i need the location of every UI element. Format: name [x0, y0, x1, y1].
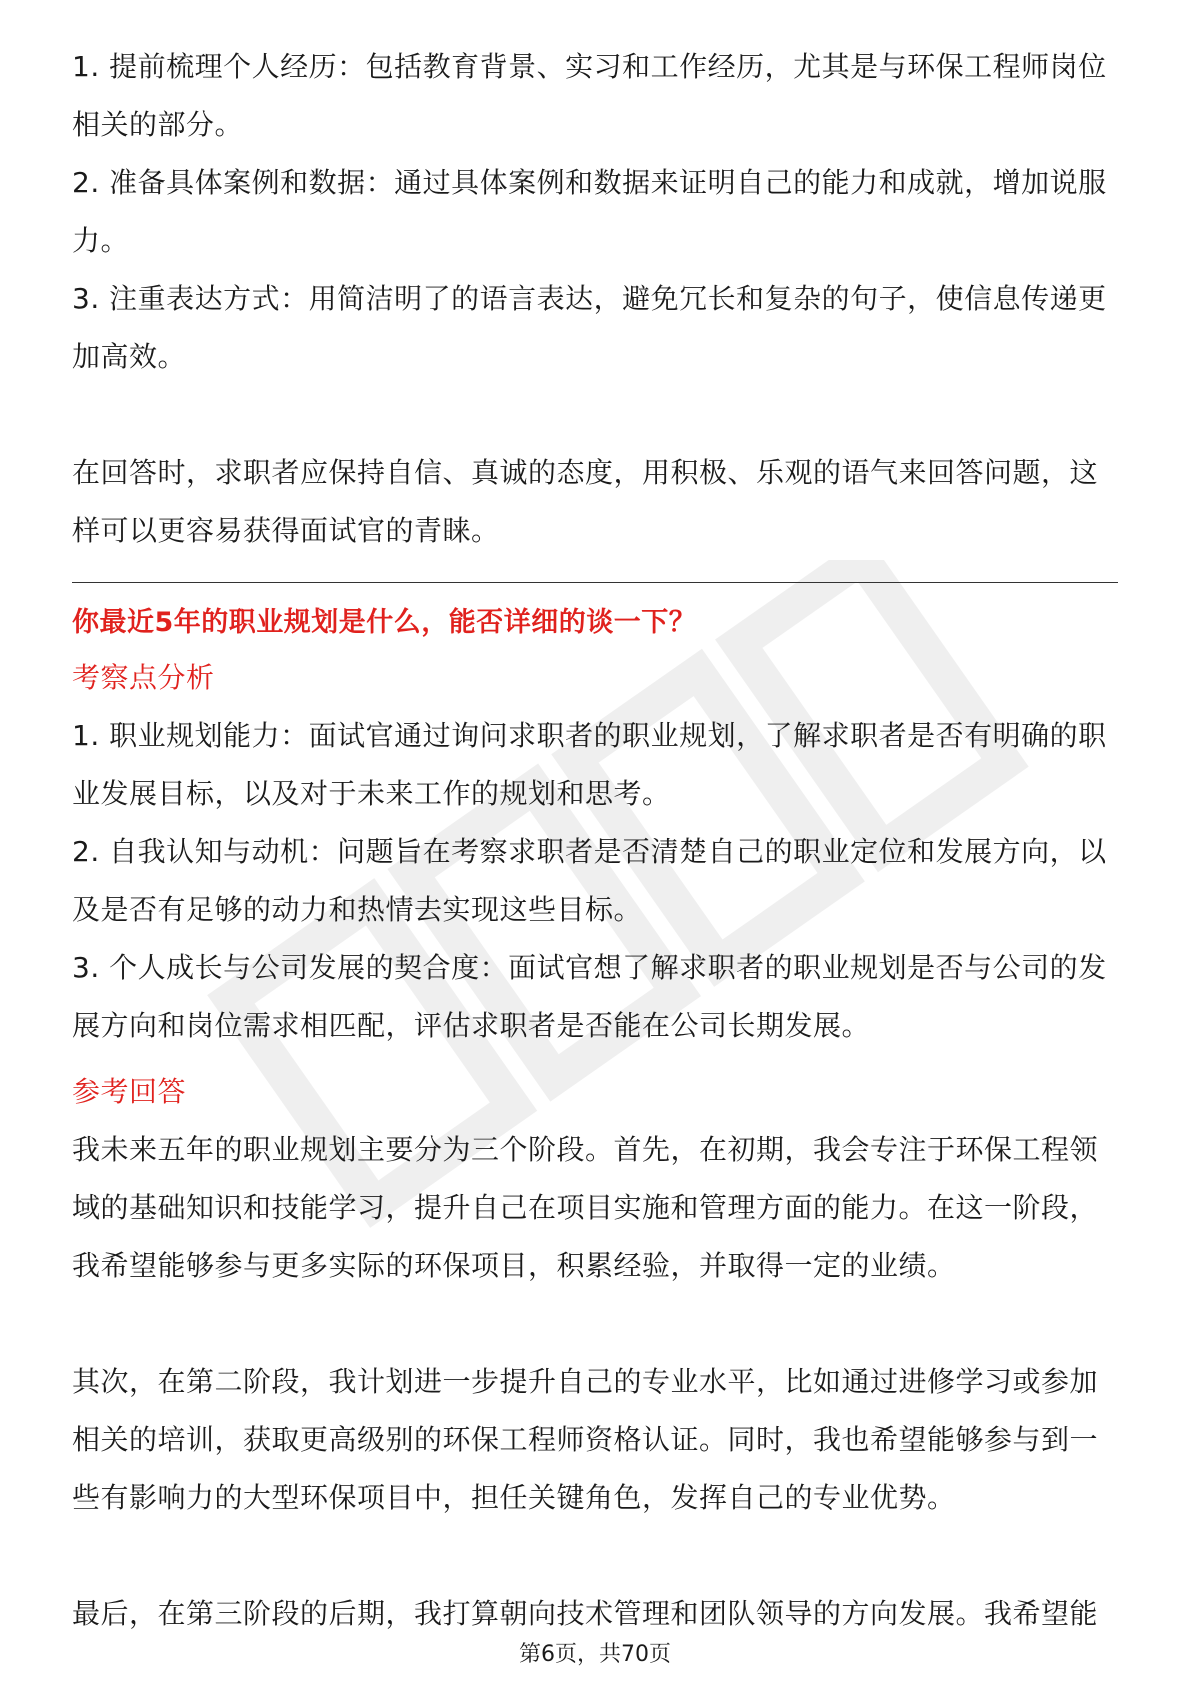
answer-title: 参考回答 [72, 1075, 187, 1108]
analysis-item: 1. 职业规划能力：面试官通过询问求职者的职业规划，了解求职者是否有明确的职业发展目标，以及对于未来工作的规划和思考。 [72, 719, 1107, 810]
section-divider [72, 582, 1118, 583]
answer-paragraph: 最后，在第三阶段的后期，我打算朝向技术管理和团队领导的方向发展。我希望能 [72, 1597, 1099, 1630]
analysis-title: 考察点分析 [72, 661, 215, 694]
question-heading: 你最近5年的职业规划是什么，能否详细的谈一下？ [72, 607, 697, 638]
document-page [72, 38, 1118, 1643]
analysis-item: 3. 个人成长与公司发展的契合度：面试官想了解求职者的职业规划是否与公司的发展方向和岗位需求相匹配，评估求职者是否能在公司长期发展。 [72, 951, 1107, 1042]
list-item: 1. 提前梳理个人经历：包括教育背景、实习和工作经历，尤其是与环保工程师岗位相关的部分。 [72, 50, 1107, 141]
summary-paragraph: 在回答时，求职者应保持自信、真诚的态度，用积极、乐观的语气来回答问题，这样可以更容易获得面试官的青睐。 [72, 456, 1099, 547]
answer-paragraph: 我未来五年的职业规划主要分为三个阶段。首先，在初期，我会专注于环保工程领域的基础知识和技能学习，提升自己在项目实施和管理方面的能力。在这一阶段，我希望能够参与更多实际的环保项目，积累经验，并取得一定的业绩。 [72, 1133, 1099, 1282]
answer-paragraph: 其次，在第二阶段，我计划进一步提升自己的专业水平，比如通过进修学习或参加相关的培训，获取更高级别的环保工程师资格认证。同时，我也希望能够参与到一些有影响力的大型环保项目中，担任关键角色，发挥自己的专业优势。 [72, 1365, 1099, 1514]
analysis-item: 2. 自我认知与动机：问题旨在考察求职者是否清楚自己的职业定位和发展方向，以及是否有足够的动力和热情去实现这些目标。 [72, 835, 1107, 926]
list-item: 2. 准备具体案例和数据：通过具体案例和数据来证明自己的能力和成就，增加说服力。 [72, 166, 1107, 257]
list-item: 3. 注重表达方式：用简洁明了的语言表达，避免冗长和复杂的句子，使信息传递更加高效。 [72, 282, 1107, 373]
page-footer: 第6页，共70页 [519, 1642, 671, 1667]
